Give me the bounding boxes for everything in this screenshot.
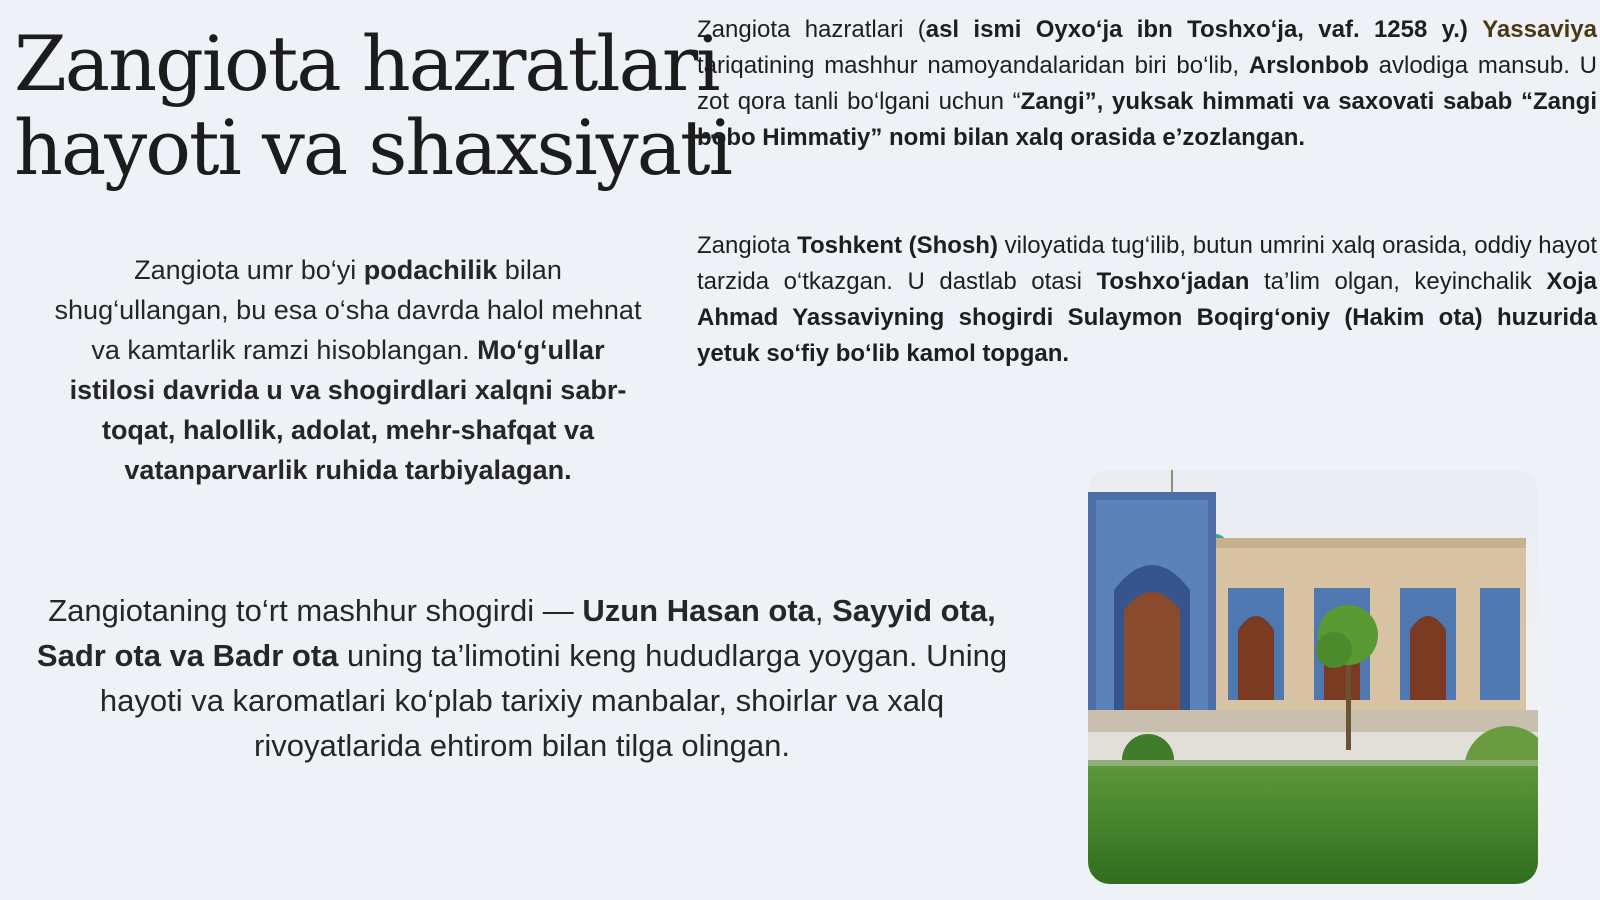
text-run: Zangiota hazratlari ( <box>697 16 926 43</box>
text-run: Zangiotaning to‘rt mashhur shogirdi — <box>48 593 583 628</box>
text-run: Zangiota <box>697 232 798 259</box>
bold-run: Arslonbob <box>1248 52 1369 79</box>
bold-run: podachilik <box>363 255 498 285</box>
bold-run: Toshkent (Shosh) <box>797 232 998 259</box>
bold-run: Mo‘g‘ullar istilosi davrida u va shogirdlari xalqni sabr-toqat, halollik, adolat, mehr-shafqat va vatanparvarlik ruhida tarbiyalagan. <box>69 335 627 485</box>
intro-paragraph <box>697 12 1597 156</box>
text-run: viloyatida tug‘ilib, butun umrini xalq orasida, oddiy hayot tarzida o‘tkazgan. U dastlab otasi <box>697 232 1597 295</box>
text-run: ta’lim olgan, keyinchalik <box>1249 268 1547 295</box>
bold-run: Toshxo‘jadan <box>1096 268 1250 295</box>
page-title-line-2: hayoti va shaxsiyati <box>14 103 731 192</box>
disciples-paragraph <box>22 588 1022 768</box>
text-run <box>1468 16 1482 43</box>
mausoleum-illustration <box>1088 470 1538 884</box>
text-run: Zangiota umr bo‘yi <box>134 255 364 285</box>
text-run: tariqatining mashhur namoyandalaridan biri bo‘lib, <box>697 52 1249 79</box>
bold-run: Xoja Ahmad Yassaviyning shogirdi Sulaymon Boqirg‘oniy (Hakim ota) huzurida yetuk so‘fiy bo‘lib kamol topgan. <box>697 268 1598 367</box>
highlight-yassaviya: Yassaviya <box>1482 16 1598 43</box>
bold-run: asl ismi Oyxo‘ja ibn Toshxo‘ja, vaf. 1258 y.) <box>925 16 1468 43</box>
bold-run: Uzun Hasan ota <box>582 593 815 628</box>
bold-run: Sayyid ota, Sadr ota va Badr ota <box>36 593 996 673</box>
page-title <box>14 19 731 192</box>
occupation-paragraph <box>48 250 648 490</box>
text-run: bilan shug‘ullangan, bu esa o‘sha davrda halol mehnat va kamtarlik ramzi hisoblangan. <box>54 255 642 365</box>
birthplace-paragraph <box>697 228 1597 372</box>
text-run: , <box>814 593 833 628</box>
bold-run: Zangi”, yuksak himmati va saxovati sabab “Zangi bobo Himmatiy” nomi bilan xalq orasida e’zozlangan. <box>697 88 1597 151</box>
mausoleum-photo <box>1088 470 1538 884</box>
text-run: avlodiga mansub. U zot qora tanli bo‘lgani uchun “ <box>697 52 1597 115</box>
text-run: uning ta’limotini keng hududlarga yoygan. Uning hayoti va karomatlari ko‘plab tarixiy manbalar, shoirlar va xalq rivoyatlarida ehtirom bilan tilga olingan. <box>99 638 1008 763</box>
page-title-line-1: Zangiota hazratlari <box>14 19 719 108</box>
